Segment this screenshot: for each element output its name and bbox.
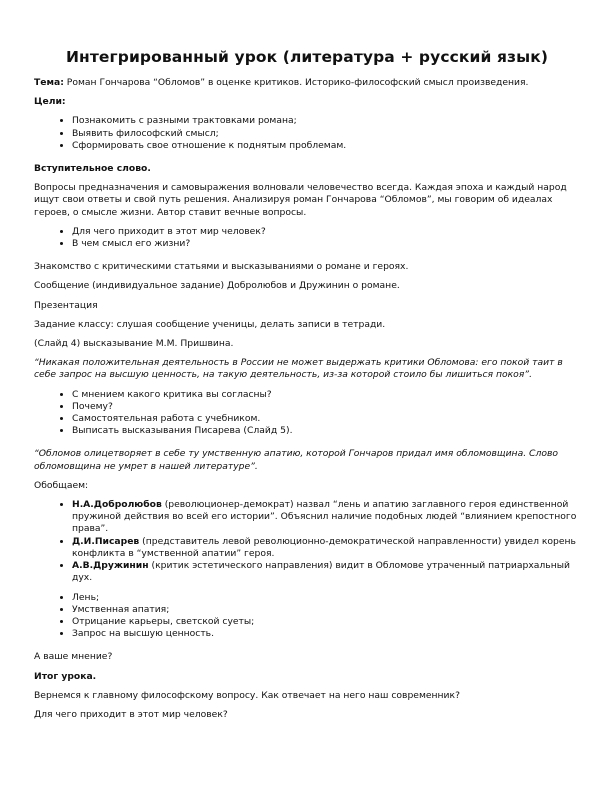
list-item: • Для чего приходит в этот мир человек? <box>72 226 580 238</box>
intro-paragraph: Вопросы предназначения и самовыражения волновали человечество всегда. Каждая эпоха и каждый народ ищут свои ответы и свой путь решения. Анализируя роман Гончарова “Обломов”, мы говорим об идеалах героев, о смысле жизни. Автор ставит вечные вопросы. <box>34 182 567 218</box>
list-item: • Выписать высказывания Писарева (Слайд 5). <box>72 425 580 437</box>
tasks-list <box>34 389 580 438</box>
document-page <box>34 48 580 721</box>
list-item: • Почему? <box>72 401 580 413</box>
list-item: • В чем смысл его жизни? <box>72 238 580 250</box>
quote-pisarev: “Обломов олицетворяет в себе ту умственную апатию, которой Гончаров придал имя обломовщина. Слово обломовщина не умрет в нашей литературе”. <box>34 448 558 472</box>
paragraph-summarize: Обобщаем: <box>34 479 89 491</box>
topic-line <box>34 77 580 89</box>
goals-heading: Цели: <box>34 96 66 108</box>
critics-list <box>34 499 580 584</box>
traits-list <box>34 592 580 641</box>
page-title: Интегрированный урок (литература + русский язык) <box>65 48 549 66</box>
paragraph-task: Задание классу: слушая сообщение ученицы, делать записи в тетради. <box>34 318 386 330</box>
critic-item: • Д.И.Писарев (представитель левой революционно-демократической направленности) увидел корень конфликта в “умственной апатии” героя. <box>72 536 580 560</box>
list-item: • С мнением какого критика вы согласны? <box>72 389 580 401</box>
summary-line-1: Вернемся к главному философскому вопросу. Как отвечает на него наш современник? <box>34 689 460 701</box>
summary-line-2: Для чего приходит в этот мир человек? <box>34 708 228 720</box>
list-item: • Запрос на высшую ценность. <box>72 628 580 640</box>
quote-prishvin: “Никакая положительная деятельность в России не может выдержать критики Обломова: его покой таит в себе запрос на высшую ценность, на такую деятельность, из-за которой стоило бы лишиться покоя”. <box>34 357 563 381</box>
critic-item: • Н.А.Добролюбов (революционер-демократ) назвал “лень и апатию заглавного героя единственной пружиной действия во всей его истории”. Объяснил наличие подобных людей “влиянием крепостного права”. <box>72 499 580 536</box>
intro-heading: Вступительное слово. <box>34 163 151 175</box>
goals-list <box>34 115 580 152</box>
list-item: • Самостоятельная работа с учебником. <box>72 413 580 425</box>
list-item: • Лень; <box>72 592 580 604</box>
paragraph-slide4: (Слайд 4) высказывание М.М. Пришвина. <box>34 338 234 350</box>
critic-name: Н.А.Добролюбов <box>72 499 162 511</box>
list-item: • Познакомить с разными трактовками романа; <box>72 115 580 127</box>
paragraph-report: Сообщение (индивидуальное задание) Добролюбов и Дружинин о романе. <box>34 280 400 292</box>
paragraph-presentation: Презентация <box>34 299 98 311</box>
list-item: • Выявить философский смысл; <box>72 128 580 140</box>
topic-text: Роман Гончарова “Обломов” в оценке критиков. Историко-философский смысл произведения. <box>63 77 529 88</box>
critic-name: Д.И.Писарев <box>72 535 140 547</box>
paragraph-acquaintance: Знакомство с критическими статьями и высказываниями о романе и героях. <box>34 261 409 273</box>
topic-label: Тема: <box>34 77 64 88</box>
list-item: • Умственная апатия; <box>72 604 580 616</box>
list-item: • Отрицание карьеры, светской суеты; <box>72 616 580 628</box>
summary-heading: Итог урока. <box>34 670 97 682</box>
critic-item: • А.В.Дружинин (критик эстетического направления) видит в Обломове утраченный патриархальный дух. <box>72 560 580 584</box>
intro-questions <box>34 226 580 250</box>
list-item: • Сформировать свое отношение к поднятым проблемам. <box>72 140 580 152</box>
critic-name: А.В.Дружинин <box>72 560 149 572</box>
paragraph-opinion: А ваше мнение? <box>34 651 113 663</box>
